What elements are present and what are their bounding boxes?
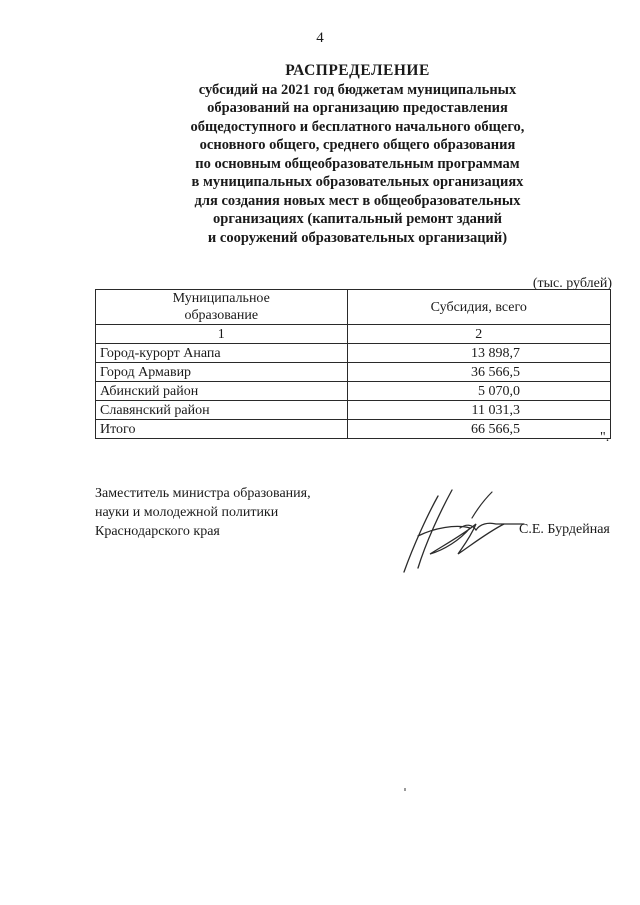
- municipality-name: Абинский район: [96, 382, 348, 401]
- title-line: основного общего, среднего общего образования: [199, 137, 516, 153]
- table-row: [96, 401, 611, 420]
- subsidy-value: 5 070,0: [347, 382, 611, 401]
- title-line: в муниципальных образовательных организациях: [191, 174, 524, 190]
- table-row: [96, 382, 611, 401]
- subsidy-value: 13 898,7: [347, 344, 611, 363]
- column-header-municipality: [96, 290, 348, 325]
- title-line: организациях (капитальный ремонт зданий: [213, 211, 502, 227]
- table-row: [96, 344, 611, 363]
- title-line: образований на организацию предоставления: [207, 100, 508, 116]
- municipality-name: Город-курорт Анапа: [96, 344, 348, 363]
- scan-speck: [404, 788, 406, 791]
- total-label: Итого: [96, 420, 348, 439]
- column-number: 2: [347, 325, 611, 344]
- table-row: [96, 363, 611, 382]
- signatory-position-line: Краснодарского края: [95, 524, 220, 539]
- subsidy-value: 36 566,5: [347, 363, 611, 382]
- column-header-municipality-text: Муниципальное образование: [172, 291, 270, 323]
- subsidy-value: 11 031,3: [347, 401, 611, 420]
- title-heading: РАСПРЕДЕЛЕНИЕ: [285, 62, 430, 79]
- signatory-name: С.Е. Бурдейная: [519, 522, 610, 537]
- title-line: и сооружений образовательных организаций): [207, 229, 508, 246]
- handwritten-signature: [400, 484, 530, 579]
- title-line: по основным общеобразовательным программам: [195, 155, 520, 172]
- title-line: общедоступного и бесплатного начального общего,: [190, 118, 525, 135]
- page-number: 4: [316, 30, 324, 46]
- total-value: 66 566,5: [347, 420, 611, 439]
- closing-quote: ".: [600, 430, 610, 445]
- column-number: 1: [96, 325, 348, 344]
- table-column-number-row: [96, 325, 611, 344]
- table-total-row: [96, 420, 611, 439]
- title-line: субсидий на 2021 год бюджетам муниципальных: [198, 81, 517, 98]
- signatory-position-line: Заместитель министра образования,: [95, 486, 311, 501]
- signatory-position: [95, 484, 311, 541]
- document-title: [0, 62, 640, 247]
- table-header-row: [96, 290, 611, 325]
- subsidy-table: [95, 289, 611, 439]
- units-label: (тыс. рублей): [532, 276, 612, 291]
- municipality-name: Город Армавир: [96, 363, 348, 382]
- signatory-position-line: науки и молодежной политики: [95, 505, 279, 520]
- municipality-name: Славянский район: [96, 401, 348, 420]
- title-line: для создания новых мест в общеобразовательных: [194, 192, 521, 209]
- column-header-subsidy: Субсидия, всего: [347, 290, 611, 325]
